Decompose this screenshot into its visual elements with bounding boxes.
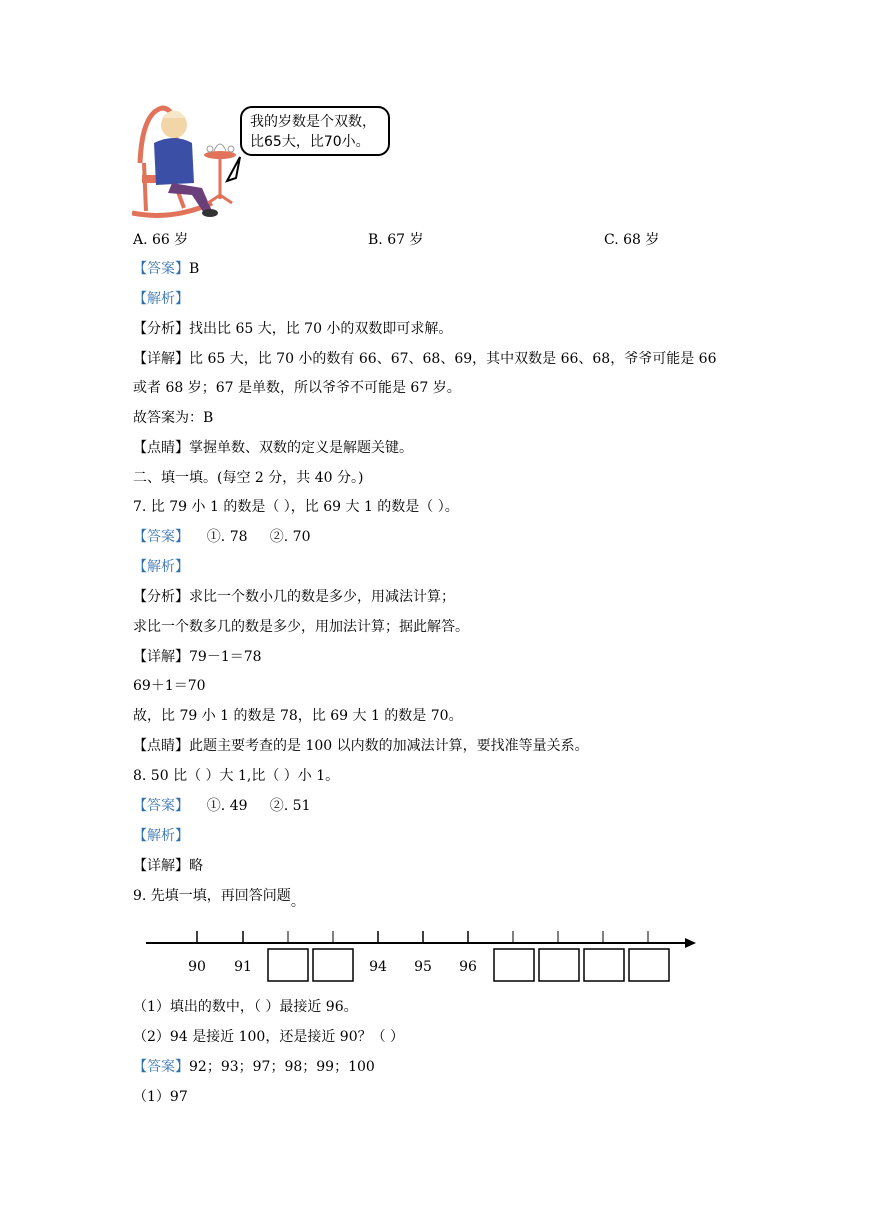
option-c: C. 68 岁 — [604, 232, 660, 248]
q6-dianjing: 掌握单数、双数的定义是解题关键。 — [189, 440, 413, 456]
number-line-ticks — [197, 931, 648, 943]
q9-period: 。 — [290, 894, 305, 910]
option-b: B. 67 岁 — [368, 232, 424, 248]
blank-box — [539, 949, 579, 981]
speech-bubble — [240, 106, 390, 156]
q7-answer-line — [133, 527, 310, 547]
q9-answer-line — [133, 1057, 375, 1077]
q8-answer-line — [133, 796, 310, 816]
q9-answer: 92；93；97；98；99；100 — [189, 1059, 375, 1075]
numberline-label: 90 — [188, 959, 206, 975]
blank-box — [629, 949, 669, 981]
blank-box — [584, 949, 624, 981]
q8-xiangjie-line — [133, 856, 203, 876]
q7-dianjing: 此题主要考查的是 100 以内数的加减法计算，要找准等量关系。 — [189, 738, 589, 754]
q8-analysis-tag: 【解析】 — [133, 828, 189, 844]
fenxi-tag: 【分析】 — [133, 321, 189, 337]
q7-fenxi-line — [133, 587, 455, 607]
answer-tag: 【答案】 — [133, 798, 189, 814]
grandpa-body-icon — [154, 138, 194, 185]
q9-sub2: （2）94 是接近 100，还是接近 90？（ ） — [133, 1029, 405, 1045]
answer-tag: 【答案】 — [133, 529, 189, 545]
q6-analysis-tag: 【解析】 — [133, 291, 189, 307]
q7-conclusion: 故，比 79 小 1 的数是 78，比 69 大 1 的数是 70。 — [133, 708, 463, 724]
q9-sub1: （1）填出的数中，（ ）最接近 96。 — [133, 999, 358, 1015]
q7-xiangjie: 79－1＝78 — [189, 649, 262, 665]
arrow-right-icon — [685, 938, 696, 948]
xiangjie-tag: 【详解】 — [133, 649, 189, 665]
xiangjie-tag: 【详解】 — [133, 858, 189, 874]
q6-xiangjie-line — [133, 349, 716, 369]
q6-answer-line — [133, 259, 199, 279]
q9-answer-sub1: （1）97 — [133, 1089, 188, 1105]
section-2-title: 二、填一填。(每空 2 分，共 40 分。) — [133, 470, 364, 486]
dianjing-tag: 【点睛】 — [133, 738, 189, 754]
q6-dianjing-line — [133, 438, 413, 458]
speech-line-2: 比65大，比70小。 — [250, 134, 370, 150]
q6-fenxi: 找出比 65 大，比 70 小的双数即可求解。 — [189, 321, 453, 337]
q8-question: 8. 50 比（ ）大 1,比（ ）小 1。 — [133, 768, 340, 784]
q7-answer: ①. 78 ②. 70 — [189, 529, 311, 545]
q6-fenxi-line — [133, 319, 452, 339]
teapot-icon — [214, 144, 226, 151]
numberline-label: 94 — [369, 959, 387, 975]
dianjing-tag: 【点睛】 — [133, 440, 189, 456]
q7-fenxi: 求比一个数小几的数是多少，用减法计算； — [189, 589, 455, 605]
xiangjie-tag: 【详解】 — [133, 351, 189, 367]
number-line-figure — [140, 925, 700, 985]
q6-conclusion: 故答案为：B — [133, 410, 214, 426]
numberline-label: 95 — [414, 959, 432, 975]
q7-xiangjie-line — [133, 647, 262, 667]
q7-dianjing-line — [133, 736, 589, 756]
q7-analysis-tag: 【解析】 — [133, 559, 189, 575]
q7-question: 7. 比 79 小 1 的数是（ ），比 69 大 1 的数是（ ）。 — [133, 499, 459, 515]
numberline-label: 96 — [459, 959, 477, 975]
fenxi-tag: 【分析】 — [133, 589, 189, 605]
blank-box — [268, 949, 308, 981]
q9-question: 9. 先填一填，再回答问题 — [133, 888, 291, 904]
blank-box — [494, 949, 534, 981]
speech-line-1: 我的岁数是个双数， — [250, 114, 376, 130]
q9-question-line — [133, 886, 305, 910]
q8-xiangjie: 略 — [189, 858, 203, 874]
q6-xiangjie-1: 比 65 大，比 70 小的数有 66、67、68、69，其中双数是 66、68，爷爷可能是 66 — [189, 351, 717, 367]
q6-xiangjie-2: 或者 68 岁；67 是单数，所以爷爷不可能是 67 岁。 — [133, 380, 461, 396]
answer-tag: 【答案】 — [133, 261, 189, 277]
blank-box — [313, 949, 353, 981]
q6-answer: B — [189, 261, 200, 277]
q7-xiangjie-2: 69＋1＝70 — [133, 678, 206, 694]
q8-answer: ①. 49 ②. 51 — [189, 798, 311, 814]
q7-fenxi-2: 求比一个数多几的数是多少，用加法计算；据此解答。 — [133, 619, 469, 635]
answer-tag: 【答案】 — [133, 1059, 189, 1075]
option-a: A. 66 岁 — [133, 232, 189, 248]
numberline-label: 91 — [234, 959, 252, 975]
